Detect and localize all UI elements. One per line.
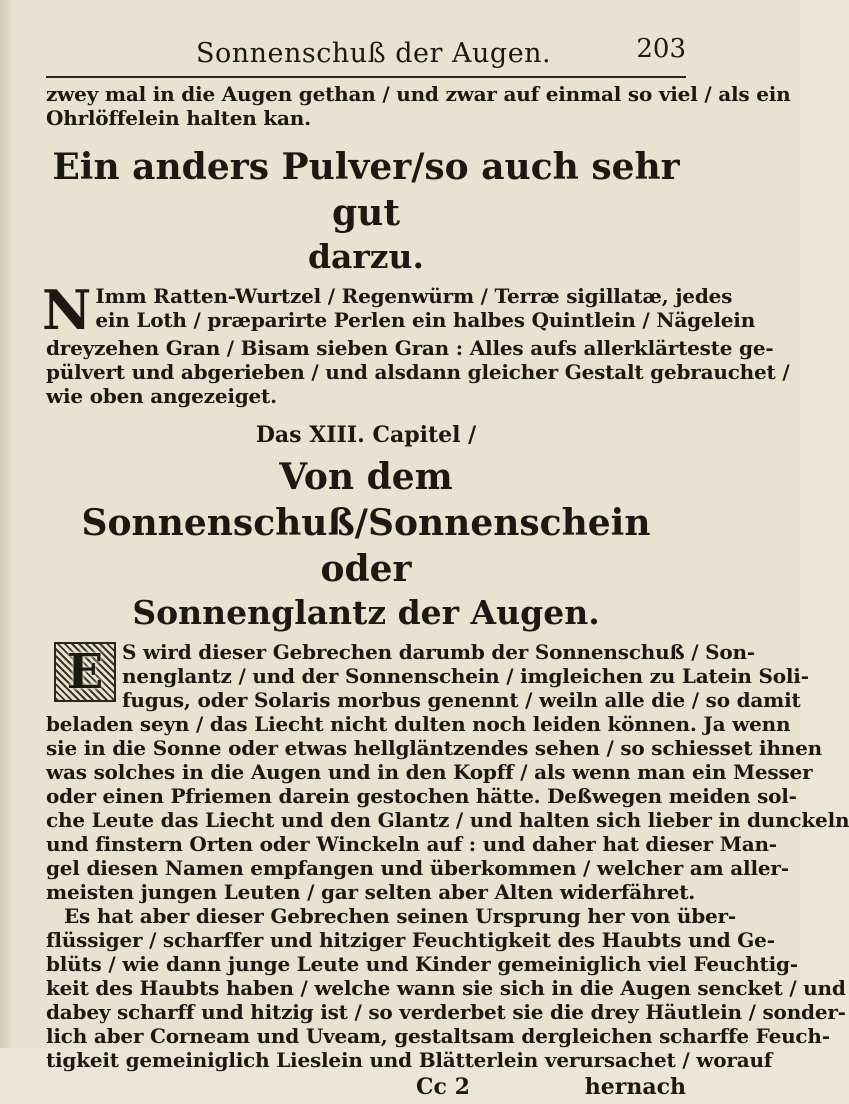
text-line: dreyzehen Gran / Bisam sieben Gran : Alles aufs allerklärteste ge- <box>46 336 774 360</box>
text-line: Ohrlöffelein halten kan. <box>46 106 311 130</box>
text-line: meisten jungen Leuten / gar selten aber Alten widerfähret. <box>46 880 696 904</box>
text-line: nenglantz / und der Sonnenschein / imgleichen zu Latein Soli- <box>122 664 809 688</box>
text-line: zwey mal in die Augen gethan / und zwar auf einmal so viel / als ein <box>46 82 791 106</box>
chapter-title: Von dem Sonnenschuß/Sonnenschein oder <box>81 456 651 590</box>
catchword: hernach <box>584 1074 686 1100</box>
text-line: Es hat aber dieser Gebrechen seinen Ursprung her von über- <box>64 904 736 928</box>
text-line: oder einen Pfriemen darein gestochen hätte. Deßwegen meiden sol- <box>46 784 797 808</box>
text-line: lich aber Corneam und Uveam, gestaltsam dergleichen scharffe Feuch- <box>46 1024 830 1048</box>
text-line: sie in die Sonne oder etwas hellgläntzendes sehen / so schiesset ihnen <box>46 736 822 760</box>
text-line: und finstern Orten oder Winckeln auf : und daher hat dieser Man- <box>46 832 777 856</box>
running-header <box>46 30 686 78</box>
text-line: S wird dieser Gebrechen darumb der Sonnenschuß / Son- <box>122 640 755 664</box>
text-line: gel diesen Namen empfangen und überkommen / welcher am aller- <box>46 856 789 880</box>
text-line: keit des Haubts haben / welche wann sie sich in die Augen sencket / und <box>46 976 846 1000</box>
recipe-paragraph <box>42 278 790 408</box>
decorated-initial-letter: E <box>66 644 104 700</box>
decorated-initial <box>54 642 116 702</box>
text-line: che Leute das Liecht und den Glantz / und halten sich lieber in dunckeln <box>46 808 849 832</box>
chapter-title-cont: Sonnenglantz der Augen. <box>132 593 600 632</box>
drop-initial: N <box>42 278 92 342</box>
recipe-heading: Ein anders Pulver/so auch sehr gut <box>52 146 680 234</box>
recipe-heading-cont: darzu. <box>307 237 425 276</box>
page-text-block <box>42 30 849 1104</box>
text-line: ein Loth / præparirte Perlen ein halbes Quintlein / Nägelein <box>95 308 756 332</box>
text-line: was solches in die Augen und in den Kopff / als wenn man ein Messer <box>46 760 813 784</box>
text-line: Imm Ratten-Wurtzel / Regenwürm / Terræ sigillatæ, jedes <box>95 284 733 308</box>
text-line: pülvert und abgerieben / und alsdann gleicher Gestalt gebrauchet / <box>46 360 790 384</box>
text-line: fugus, oder Solaris morbus genennt / weiln alle die / so damit <box>122 688 801 712</box>
page-number: 203 <box>636 34 686 64</box>
chapter-label: Das XIII. Capitel / <box>255 422 477 448</box>
chapter-paragraph <box>46 640 849 1072</box>
running-title: Sonnenschuß der Augen. <box>196 38 552 69</box>
signature-mark: Cc 2 <box>416 1074 470 1100</box>
text-line: wie oben angezeiget. <box>46 384 277 408</box>
text-line: flüssiger / scharffer und hitziger Feuchtigkeit des Haubts und Ge- <box>46 928 775 952</box>
page-footer <box>46 1074 686 1104</box>
text-line: dabey scharff und hitzig ist / so verderbet sie die drey Häutlein / sonder- <box>46 1000 846 1024</box>
text-line: beladen seyn / das Liecht nicht dulten noch leiden können. Ja wenn <box>46 712 791 736</box>
text-line: blüts / wie dann junge Leute und Kinder gemeiniglich viel Feuchtig- <box>46 952 798 976</box>
text-line: tigkeit gemeiniglich Lieslein und Blätterlein verursachet / worauf <box>46 1048 773 1072</box>
continued-text <box>46 82 791 130</box>
